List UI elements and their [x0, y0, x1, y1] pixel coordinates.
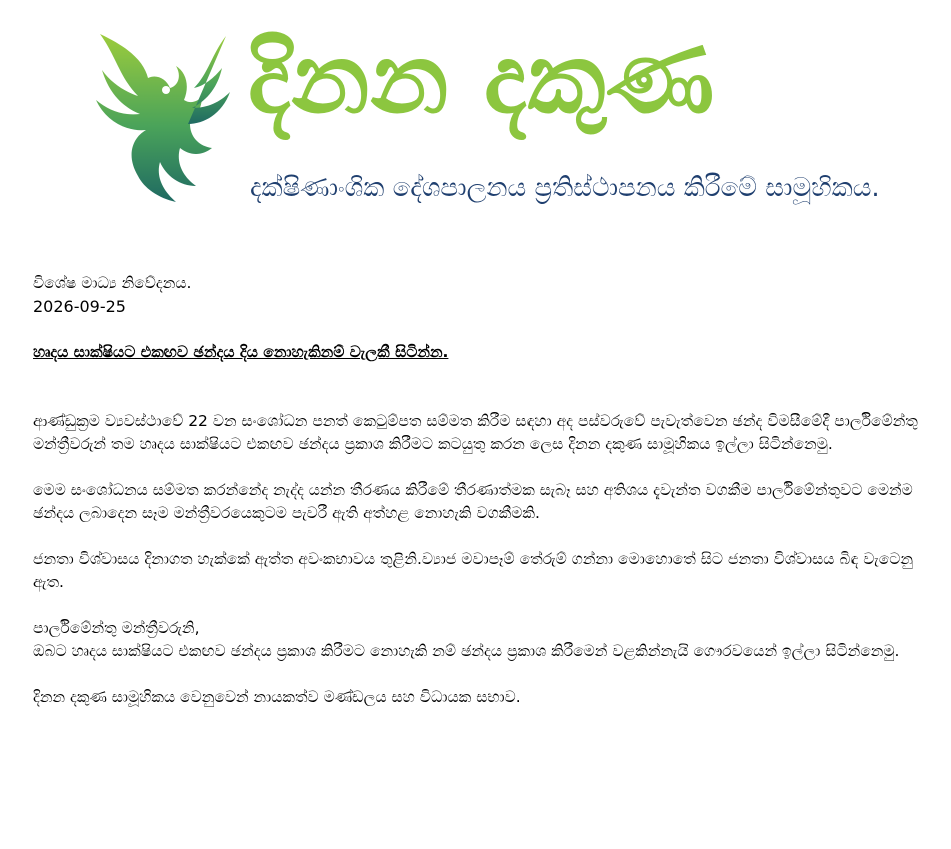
paragraph: ආණ්ඩුක්‍රම ව්‍යවස්ථාවේ 22 වන සංශෝධන පනත් කෙටුම්පත සම්මත කිරීම සඳහා අද පස්වරුවේ පැවැත්වෙන ඡන්ද විමසීමේදී පාර්ලිමේන්තු මන්ත්‍රීවරුන් තම හෘදය සාක්ෂියට එකඟව ඡන්දය ප්‍රකාශ කිරීමට කටයුතු කරන ලෙස දිනන දකුණ සාමූහිකය ඉල්ලා සිටින්නෙමු.: [33, 412, 918, 453]
brand-name: දිනන දකුණ: [248, 23, 716, 135]
letterhead: [0, 0, 951, 220]
statement-date: 2026-09-25: [33, 297, 126, 316]
paragraph: මෙම සංශෝධනය සම්මත කරන්නේද නැද්ද යන්න තීරණය කිරීමේ තීරණාත්මක සැබෑ සහ අතිශය දැවැන්ත වගකීම පාර්ලිමේන්තුවට මෙන්ම ඡන්දය ලබාදෙන සෑම මන්ත්‍රීවරයෙකුටම පැවරී ඇති අත්හළ නොහැකි වගකීමකි.: [33, 481, 913, 522]
salutation: පාර්ලිමේන්තු මන්ත්‍රීවරුනි,: [33, 619, 200, 637]
appeal-paragraph: ඔබට හෘදය සාක්ෂියට එකඟව ඡන්දය ප්‍රකාශ කිරීමට නොහැකි නම් ඡන්දය ප්‍රකාශ කිරීමෙන් වළකින්නැයි ගෞරවයෙන් ඉල්ලා සිටින්නෙමු.: [33, 642, 900, 660]
phoenix-icon: [86, 26, 238, 206]
statement-body: [33, 272, 938, 709]
paragraph: ජනතා විශ්වාසය දිනාගත හැක්කේ ඇත්ත අවංකභාවය තුළිනි.ව්‍යාජ මවාපෑම් තේරුම් ගන්නා මොහොතේ සිට ජනතා විශ්වාසය බිඳ වැටෙනු ඇත.: [33, 550, 914, 591]
statement-headline: හෘදය සාක්ෂියට එකඟව ඡන්දය දිය නොහැකිනම් වැලකී සිටින්න.: [33, 343, 449, 361]
brand-tagline: දක්ෂිණාංශික දේශපාලනය ප්‍රතිස්ථාපනය කිරීමේ සාමූහිකය.: [250, 173, 880, 203]
signature: දිනන දකුණ සාමූහිකය වෙනුවෙන් නායකත්ව මණ්ඩලය සහ විධායක සභාව.: [33, 688, 521, 706]
statement-label: විශේෂ මාධ්‍ය නිවේදනය.: [33, 274, 192, 292]
